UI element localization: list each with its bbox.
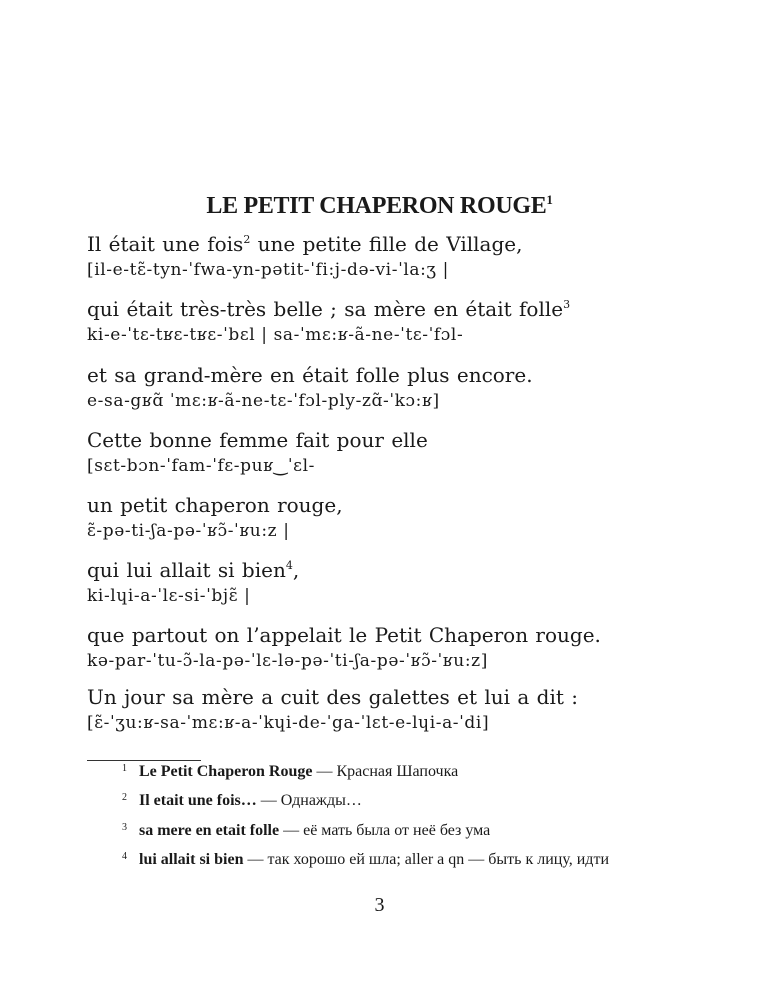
french-text: Cette bonne femme fait pour elle: [87, 428, 428, 452]
text-line-5: [87, 492, 727, 543]
transcription-line: [sɛt-bɔn-ˈfam-ˈfɛ-puʁ‿ˈɛl-: [87, 456, 315, 476]
french-line: [87, 427, 727, 453]
footnote-translation: — Однажды…: [256, 792, 362, 809]
footnote-4: [87, 851, 727, 869]
footnote-ref-3: 3: [563, 298, 571, 311]
transcription-line: e-sa-gʁɑ̃ ˈmɛ:ʁ-ã-ne-tɛ-ˈfɔl-ply-zɑ̃-ˈkɔ:ʁ]: [87, 391, 440, 411]
french-text: qui lui allait si bien: [87, 558, 286, 582]
footnote-number: 2: [122, 792, 127, 803]
text-line-7: [87, 622, 727, 673]
footnote-1: [87, 763, 727, 781]
footnote-ref-1: 1: [546, 192, 553, 207]
footnote-translation: — её мать была от неё без ума: [279, 822, 491, 839]
french-text-cont: une petite fille de Village,: [250, 232, 523, 256]
transcription-line: [ɛ̃-ˈʒu:ʁ-sa-ˈmɛ:ʁ-a-ˈkɥi-de-ˈga-ˈlɛt-e-lɥi-a-ˈdi]: [87, 713, 490, 733]
french-line: [87, 362, 727, 388]
footnote-ref-2: 2: [243, 233, 251, 246]
french-text: et sa grand-mère en était folle plus encore.: [87, 363, 533, 387]
text-line-8: [87, 684, 727, 735]
chapter-title-text: LE PETIT CHAPERON ROUGE: [206, 193, 547, 219]
footnote-number: 1: [122, 763, 127, 774]
french-text: Un jour sa mère a cuit des galettes et lui a dit :: [87, 685, 579, 709]
footnote-number: 3: [122, 822, 127, 833]
transcription-line: ki-e-ˈtɛ-tʁɛ-tʁɛ-ˈbɛl | sa-ˈmɛ:ʁ-ã-ne-ˈtɛ-ˈfɔl-: [87, 325, 464, 345]
french-line: [87, 296, 727, 322]
page-number: 3: [374, 894, 385, 916]
french-line: [87, 231, 727, 257]
footnote-translation: — Красная Шапочка: [312, 763, 459, 780]
text-line-4: [87, 427, 727, 478]
french-line: [87, 492, 727, 518]
footnote-term: lui allait si bien: [139, 851, 244, 868]
footnote-translation: — так хорошо ей шла; aller a qn — быть к лицу, идти: [243, 851, 609, 868]
french-text: que partout on l’appelait le Petit Chaperon rouge.: [87, 623, 601, 647]
french-line: [87, 684, 727, 710]
footnote-2: [87, 792, 727, 810]
transcription-line: ki-lɥi-a-ˈlɛ-si-ˈbjɛ̃ |: [87, 586, 251, 606]
text-line-3: [87, 362, 727, 413]
transcription-line: ɛ̃-pə-ti-ʃa-pə-ˈʁɔ̃-ˈʁu:z |: [87, 521, 290, 541]
french-text: qui était très-très belle ; sa mère en était folle: [87, 297, 564, 321]
footnote-number: 4: [122, 851, 127, 862]
footnote-divider: [87, 760, 201, 761]
transcription-line: [il-e-tɛ̃-tyn-ˈfwa-yn-pətit-ˈfi:j-də-vi-ˈla:ʒ |: [87, 260, 449, 280]
chapter-title: [0, 192, 759, 220]
french-line: [87, 622, 727, 648]
french-text: Il était une fois: [87, 232, 244, 256]
french-line: [87, 557, 727, 583]
footnote-term: Le Petit Chaperon Rouge: [139, 763, 313, 780]
footnote-term: sa mere en etait folle: [139, 822, 280, 839]
footnote-ref-4: 4: [285, 559, 293, 572]
french-text-cont: ,: [292, 558, 300, 582]
footnote-term: Il etait une fois…: [139, 792, 257, 809]
transcription-line: kə-par-ˈtu-ɔ̃-la-pə-ˈlɛ-lə-pə-ˈti-ʃa-pə-ˈʁɔ̃-ˈʁu:z]: [87, 651, 488, 671]
text-line-6: [87, 557, 727, 608]
french-text: un petit chaperon rouge,: [87, 493, 343, 517]
footnote-3: [87, 822, 727, 840]
text-line-2: [87, 296, 727, 347]
text-line-1: [87, 231, 727, 282]
